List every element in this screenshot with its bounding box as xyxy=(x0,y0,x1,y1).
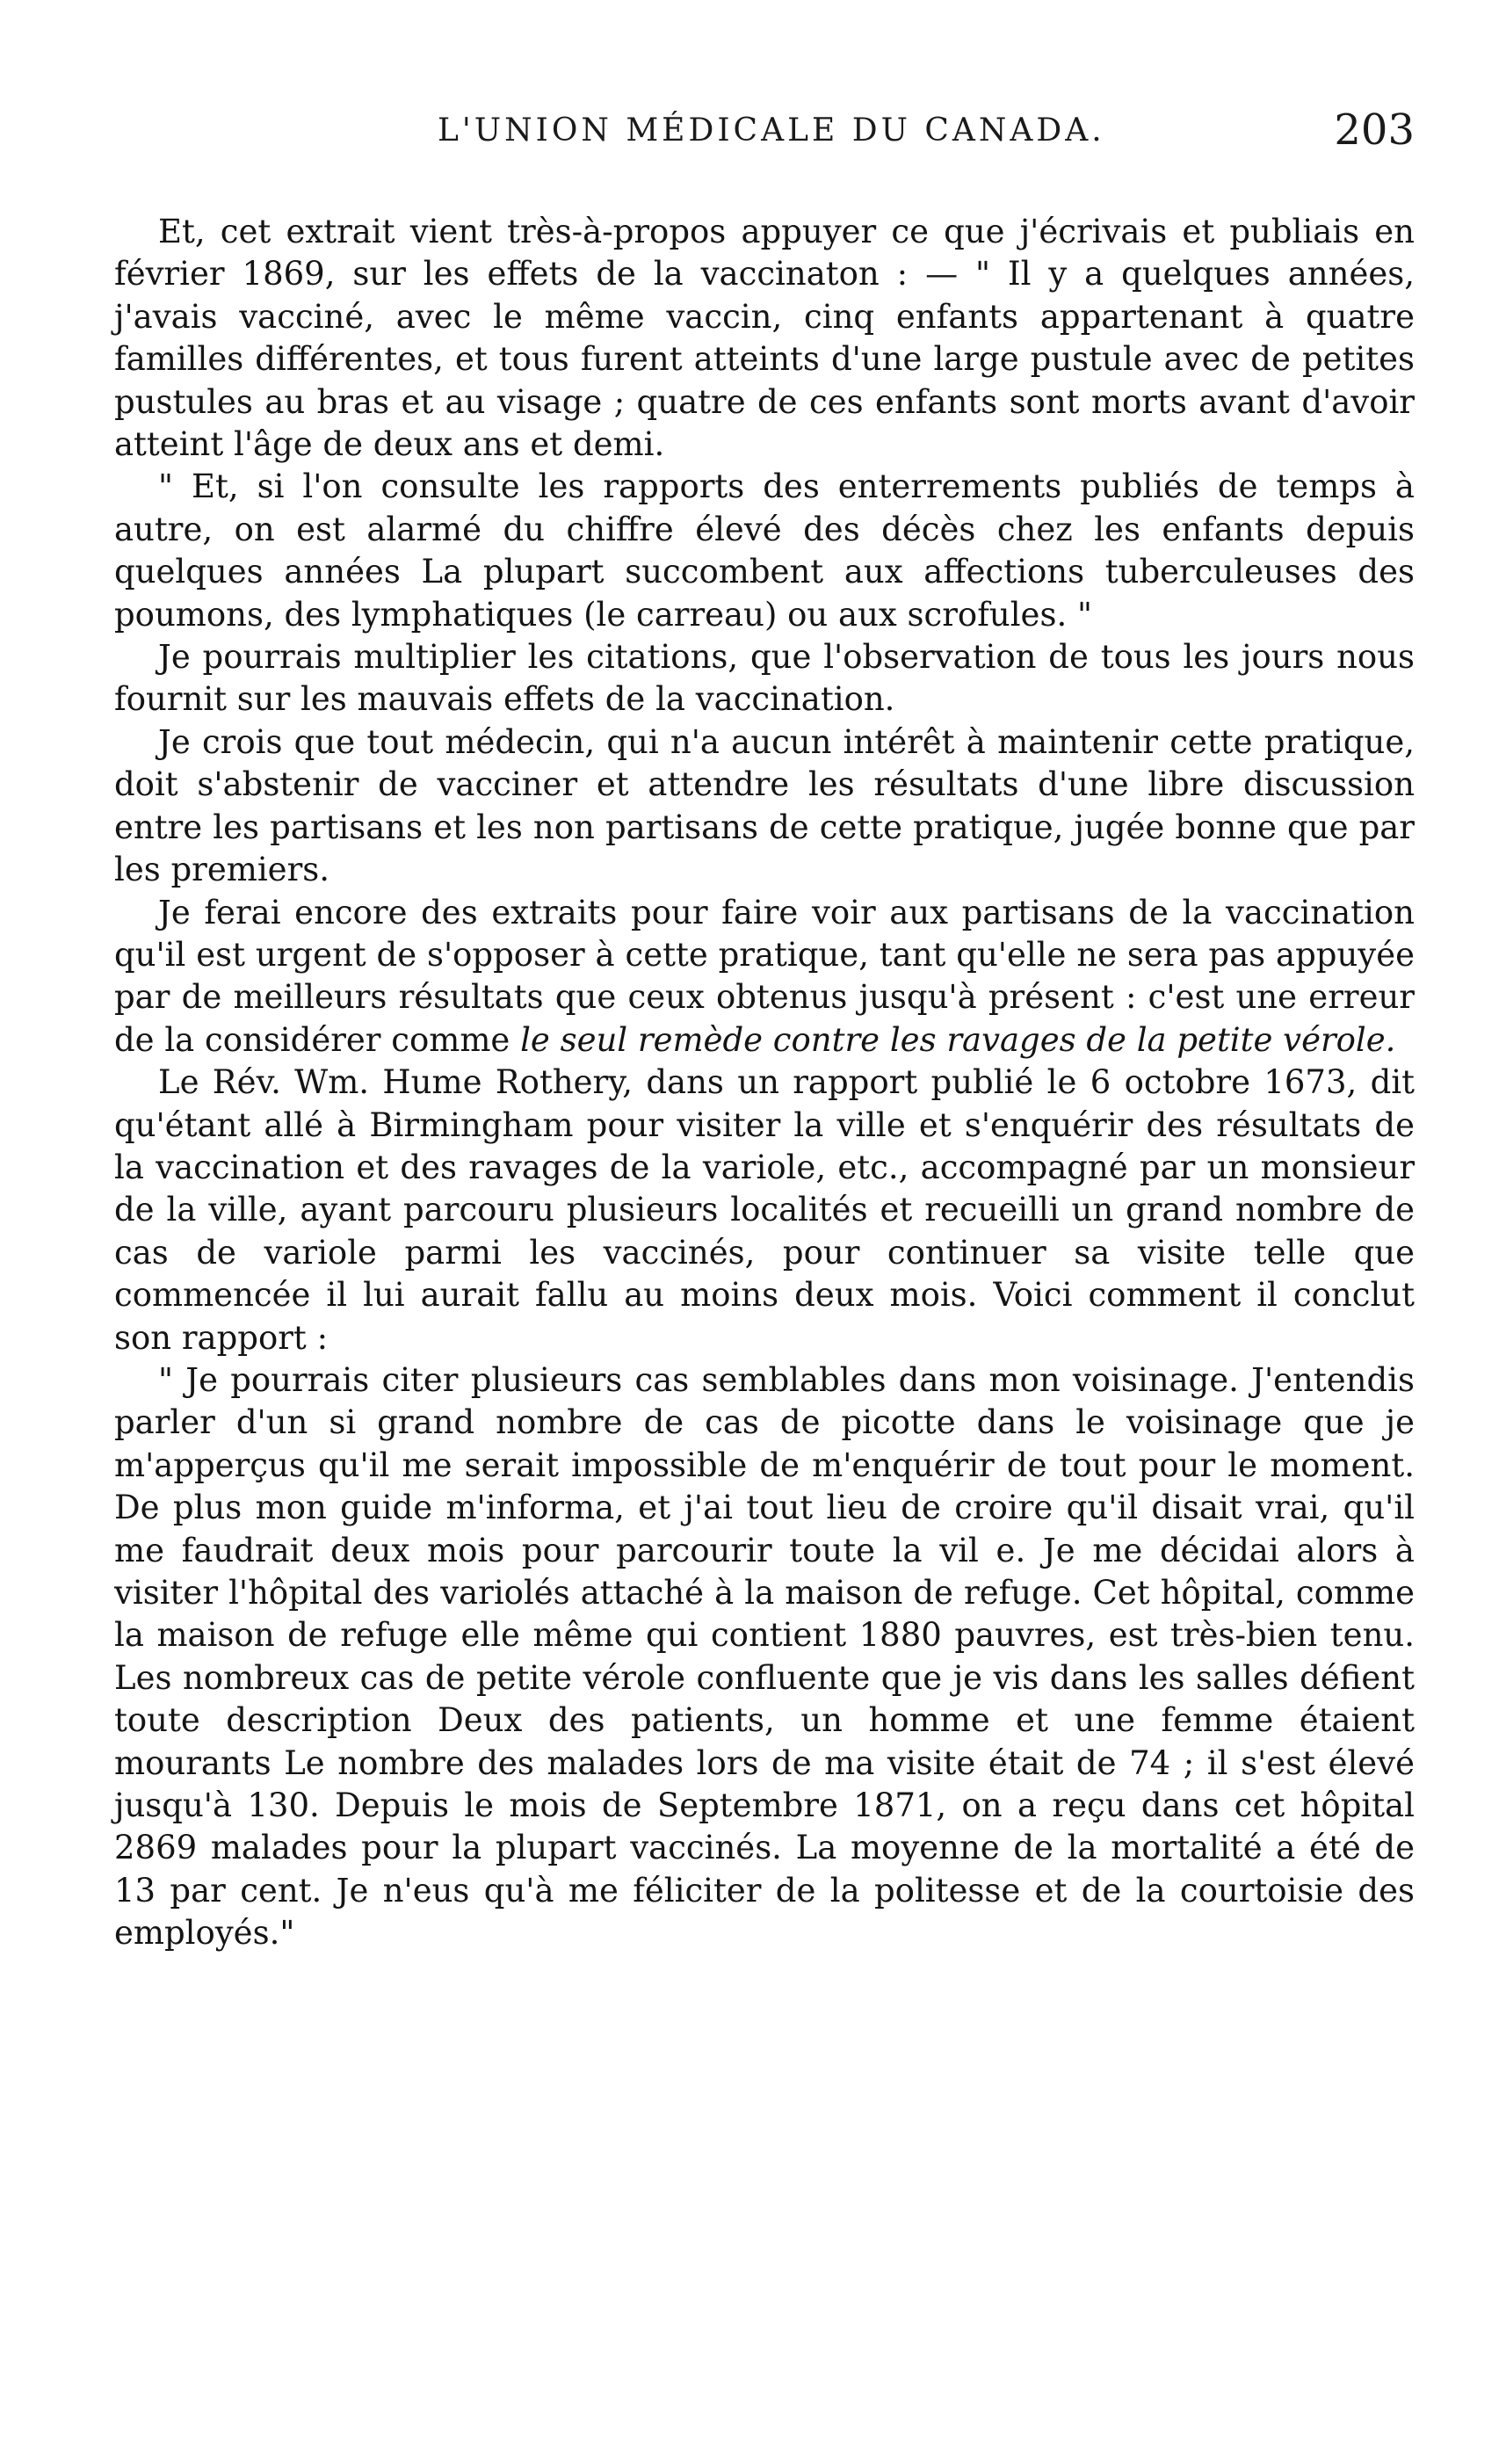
paragraph: Je pourrais multiplier les citations, que l'observation de tous les jours nous fournit sur les mauvais effets de la vaccination. xyxy=(114,638,1415,719)
paragraph: Le Rév. Wm. Hume Rothery, dans un rapport publié le 6 octobre 1673, dit qu'étant allé à Birmingham pour visiter la ville et s'enquérir des résultats de la vaccination et des ravages de la variole, etc., accompagné par un monsieur de la ville, ayant parcouru plusieurs localités et recueilli un grand nombre de cas de variole parmi les vaccinés, pour continuer sa visite telle que commencée il lui aurait fallu au moins deux mois. Voici comment il conclut son rapport : xyxy=(114,1063,1415,1357)
italic-phrase: le seul remède contre les ravages de la petite vérole. xyxy=(520,1020,1396,1059)
paragraph xyxy=(114,892,1415,1062)
paragraph: Et, cet extrait vient très-à-propos appuyer ce que j'écrivais et publiais en février 1869, sur les effets de la vaccinaton : — " Il y a quelques années, j'avais vacciné, avec le même vaccin, cinq enfants appartenant à quatre familles différentes, et tous furent atteints d'une large pustule avec de petites pustules au bras et au visage ; quatre de ces enfants sont morts avant d'avoir atteint l'âge de deux ans et demi. xyxy=(114,213,1415,464)
running-title: L'UNION MÉDICALE DU CANADA. xyxy=(438,112,1105,149)
quoted-paragraph: " Je pourrais citer plusieurs cas semblables dans mon voisinage. J'entendis parler d'un si grand nombre de cas de picotte dans le voisinage que je m'apperçus qu'il me serait impossible de m'enquérir de tout pour le moment. De plus mon guide m'informa, et j'ai tout lieu de croire qu'il disait vrai, qu'il me faudrait deux mois pour parcourir toute la vil e. Je me décidai alors à visiter l'hôpital des variolés attaché à la maison de refuge. Cet hôpital, comme la maison de refuge elle même qui contient 1880 pauvres, est très-bien tenu. Les nombreux cas de petite vérole confluente que je vis dans les salles défient toute description Deux des patients, un homme et une femme étaient mourants Le nombre des malades lors de ma visite était de 74 ; il s'est élevé jusqu'à 130. Depuis le mois de Septembre 1871, on a reçu dans cet hôpital 2869 malades pour la plupart vaccinés. La moyenne de la mortalité a été de 13 par cent. Je n'eus qu'à me féliciter de la politesse et de la courtoisie des employés." xyxy=(114,1360,1415,1953)
page-number: 203 xyxy=(1334,105,1415,155)
paragraph: " Et, si l'on consulte les rapports des enterrements publiés de temps à autre, on est alarmé du chiffre élevé des décès chez les enfants depuis quelques années La plupart succombent aux affections tuberculeuses des poumons, des lymphatiques (le carreau) ou aux scrofules. " xyxy=(114,467,1415,634)
page-header xyxy=(114,105,1415,165)
paragraph-text: Je ferai encore des extraits pour faire voir aux partisans de la vaccination qu'il est urgent de s'opposer à cette pratique, tant qu'elle ne sera pas appuyée par de meilleurs résultats que ceux obtenus jusqu'à présent : c'est une erreur de la considérer comme xyxy=(114,893,1415,1059)
body-text xyxy=(114,211,1415,1955)
paragraph: Je crois que tout médecin, qui n'a aucun intérêt à maintenir cette pratique, doit s'abstenir de vacciner et attendre les résultats d'une libre discussion entre les partisans et les non partisans de cette pratique, jugée bonne que par les premiers. xyxy=(114,722,1415,889)
